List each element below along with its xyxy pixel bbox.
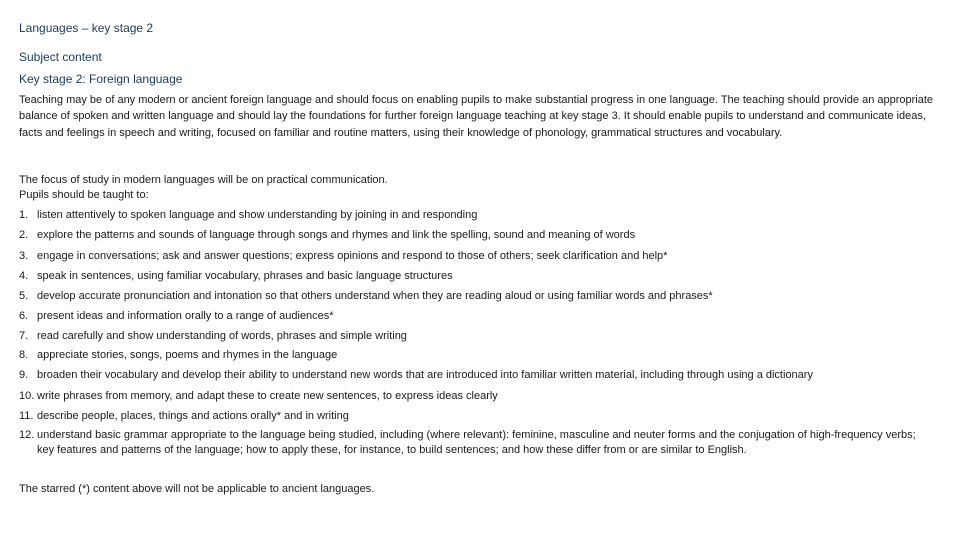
list-item [19,428,919,458]
list-item-number: 4. [19,270,29,282]
list-item-text: understand basic grammar appropriate to the language being studied, including (where relevant): feminine, masculine and neuter forms and the conjugation of high-frequency verbs; key features and patterns of the language; how to apply these, for instance, to build sentences; and how these differ from or are similar to English. [37,429,916,456]
list-item-text: listen attentively to spoken language and show understanding by joining in and responding [37,209,478,221]
list-item [19,329,919,344]
footer-note: The starred (*) content above will not be applicable to ancient languages. [19,483,375,495]
list-item [19,409,919,424]
list-item-text: broaden their vocabulary and develop their ability to understand new words that are introduced into familiar written material, including through using a dictionary [37,369,813,381]
list-item-text: read carefully and show understanding of words, phrases and simple writing [37,330,407,342]
list-item [19,289,919,304]
list-item-text: develop accurate pronunciation and intonation so that others understand when they are reading aloud or using familiar words and phrases* [37,290,713,302]
list-item-number: 8. [19,349,29,361]
focus-line-2: Pupils should be taught to: [19,189,149,201]
document-title: Languages – key stage 2 [19,21,154,35]
list-item-text: describe people, places, things and actions orally* and in writing [37,410,349,422]
list-item-number: 7. [19,330,29,342]
list-item-text: explore the patterns and sounds of language through songs and rhymes and link the spelling, sound and meaning of words [37,229,636,241]
list-item-number: 11. [19,410,34,422]
list-item [19,269,919,284]
list-item [19,368,919,383]
focus-line-1: The focus of study in modern languages will be on practical communication. [19,174,388,186]
intro-paragraph: Teaching may be of any modern or ancient foreign language and should focus on enabling pupils to make substantial progress in one language. The teaching should provide an appropriate balance of spoken and written language and should lay the foundations for further foreign language teaching at key stage 3. It should enable pupils to understand and communicate ideas, facts and feelings in speech and writing, focused on familiar and routine matters, using their knowledge of phonology, grammatical structures and vocabulary. [19,94,934,139]
section-heading: Key stage 2: Foreign language [19,72,183,86]
list-item-number: 1. [19,209,29,221]
list-item-number: 2. [19,229,29,241]
list-item-number: 10. [19,390,35,402]
list-item-number: 12. [19,429,35,441]
list-item-number: 5. [19,290,29,302]
list-item-number: 3. [19,250,29,262]
list-item [19,208,919,223]
list-item-number: 6. [19,310,29,322]
document-subtitle: Subject content [19,50,102,64]
list-item-text: present ideas and information orally to a range of audiences* [37,310,334,322]
list-item [19,348,919,363]
list-item-text: write phrases from memory, and adapt these to create new sentences, to express ideas clearly [37,390,498,402]
list-item-text: engage in conversations; ask and answer questions; express opinions and respond to those of others; seek clarification and help* [37,250,668,262]
list-item [19,309,919,324]
list-item-text: appreciate stories, songs, poems and rhymes in the language [37,349,338,361]
list-item [19,228,919,243]
focus-statement [19,173,939,203]
list-item-text: speak in sentences, using familiar vocabulary, phrases and basic language structures [37,270,453,282]
list-item [19,389,919,404]
list-item [19,249,919,264]
list-item-number: 9. [19,369,29,381]
